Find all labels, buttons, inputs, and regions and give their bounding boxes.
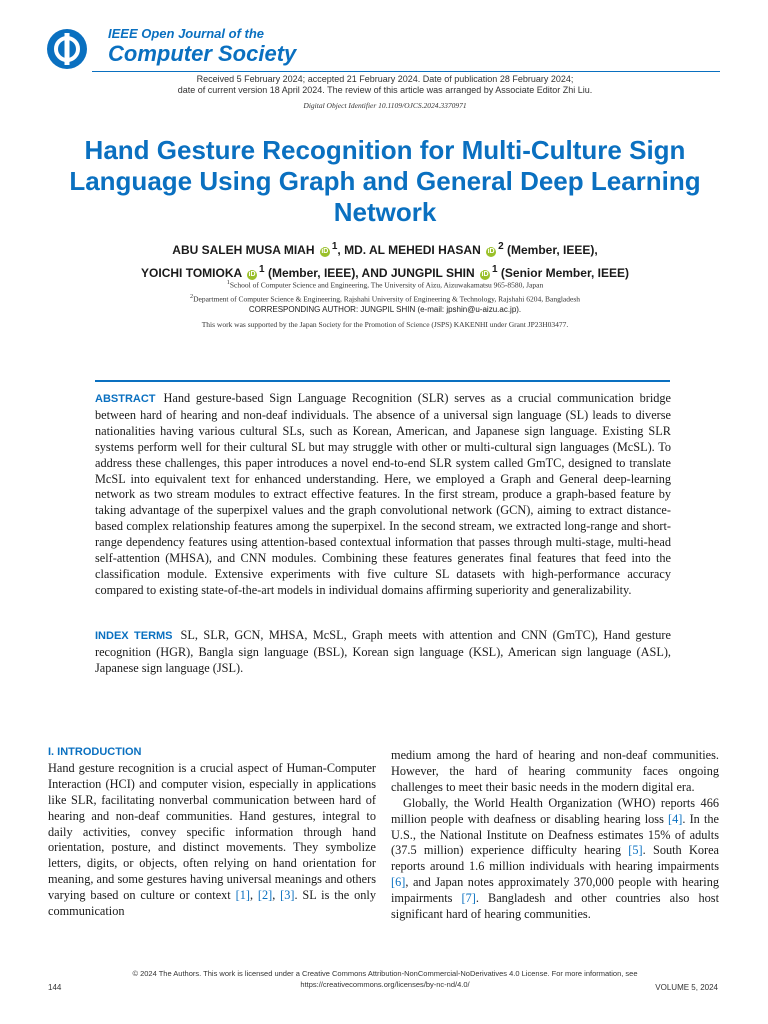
received-line: Received 5 February 2024; accepted 21 February 2024. Date of publication 28 February 2024; — [196, 74, 574, 84]
abstract — [95, 391, 671, 599]
affiliation-marker: 1 — [259, 264, 265, 275]
index-terms — [95, 628, 671, 677]
paragraph-text: . South Korea reports around 1.6 million individuals with hearing impairments — [391, 843, 719, 874]
author-role: (Member, IEEE), AND JUNGPIL SHIN — [267, 266, 475, 280]
paragraph-text: , and Japan notes approximately 370,000 people with hearing impairments — [391, 875, 719, 906]
volume-info: VOLUME 5, 2024 — [655, 983, 718, 992]
orcid-icon[interactable]: iD — [487, 248, 495, 255]
journal-name-line2: Computer Society — [108, 41, 297, 66]
paragraph — [391, 796, 719, 923]
paragraph-text: . SL is the only communication — [48, 888, 376, 919]
publication-history — [60, 74, 710, 96]
header-divider — [92, 71, 720, 72]
author-role: (Member, IEEE), — [507, 243, 598, 257]
citation-link[interactable]: [6] — [391, 875, 406, 890]
section-heading: I. INTRODUCTION — [48, 746, 142, 758]
paper-title: Hand Gesture Recognition for Multi-Culture Sign Language Using Graph and General Deep Learning Network — [69, 135, 701, 227]
affiliation-text: Department of Computer Science & Engineering, Rajshahi University of Engineering & Technology, Rajshahi 6204, Bangladesh — [193, 294, 580, 303]
journal-name-line1: IEEE Open Journal of the — [108, 26, 265, 41]
citation-link[interactable]: [4] — [668, 811, 683, 826]
intro-left-column — [48, 745, 376, 920]
journal-logo-icon — [46, 28, 88, 70]
citation-link[interactable]: [7] — [461, 891, 476, 906]
funding-note: This work was supported by the Japan Society for the Promotion of Science (JSPS) KAKENHI under Grant JP23H03477. — [201, 320, 569, 329]
citation-link[interactable]: [2] — [257, 888, 273, 903]
affiliation-marker: 1 — [331, 241, 338, 252]
abstract-divider — [95, 380, 670, 382]
author-name: , MD. AL MEHEDI HASAN — [337, 243, 481, 257]
citation-link[interactable]: [3] — [280, 888, 295, 903]
paragraph: Hand gesture recognition is a crucial aspect of Human-Computer Interaction (HCI) and computer vision, especially in applications like SLR, facilitating nonverbal communication between hard of hearing and non-deaf communities. Hand gestures, integral to daily activities, convey specific information through hand orientation, posture, and distinct movements. They symbolize letters, digits, or objects, often relying on hand orientation for meaning, and some gestures having universal meanings and others varying based on culture or context [1], [2], [3]. SL is the only communication — [48, 760, 376, 919]
affiliation-marker: 2 — [189, 292, 194, 300]
affiliation-marker: 1 — [492, 264, 498, 275]
doi: Digital Object Identifier 10.1109/OJCS.2024.3370971 — [303, 101, 467, 110]
citation-link[interactable]: [5] — [628, 843, 643, 858]
affiliation-marker: 1 — [226, 279, 230, 286]
paragraph-text: . In the U.S., the National Institute on Deafness estimates 15% of adults (37.5 million) experience difficulty hearing — [391, 811, 719, 858]
paragraph-text: . Bangladesh and other countries also host significant hard of hearing communities. — [391, 891, 719, 922]
abstract-label: ABSTRACT — [95, 393, 156, 405]
paragraph-text: Globally, the World Health Organization (WHO) reports 466 million people with deafness or disabling hearing loss — [391, 795, 719, 826]
orcid-icon[interactable]: iD — [481, 271, 489, 278]
author-name: ABU SALEH MUSA MIAH — [172, 243, 315, 257]
author-role: (Senior Member, IEEE) — [500, 266, 629, 280]
abstract-text: Hand gesture-based Sign Language Recognition (SLR) serves as a crucial communication bridge between hard of hearing and non-deaf individuals. The absence of a universal sign language (SL) leads to diverse nationalities having various cultural SLs, such as Korean, American, and Japanese sign language. Existing SLR systems perform well for their cultural SL but may struggle with other or multi-cultural sign languages (McSL). To address these challenges, this paper introduces a novel end-to-end SLR system called GmTC, designed to translate McSL into equivalent text for enhanced understanding. Here, we employed a Graph and General deep-learning network as two stream modules to extract effective features. In the first stream, produce a graph-based feature by taking advantage of the superpixel values and the graph convolutional network (GCN), aiming to extract distance-based complex relationship features among the superpixel. In the second stream, we extracted long-range and short-range dependency features using attention-based contextual information that passes through multi-stage, multi-head self-attention (MHSA), and CNN modules. Combining these features generates final features that feed into the classification module. Extensive experiments with five culture SL datasets with high-performance accuracy compared to existing state-of-the-art models in individual domains affirming superiority and generalizability. — [95, 391, 671, 597]
affiliation-text: School of Computer Science and Engineering, The University of Aizu, Aizuwakamatsu 965-8580, Japan — [229, 280, 544, 290]
affiliations — [40, 277, 730, 304]
affiliation-2 — [40, 291, 730, 305]
corresponding-author: CORRESPONDING AUTHOR: JUNGPIL SHIN (e-mail: jpshin@u-aizu.ac.jp). — [248, 305, 522, 314]
paragraph-text: Hand gesture recognition is a crucial aspect of Human-Computer Interaction (HCI) and computer vision, especially in applications like SLR, facilitating nonverbal communication between hard of hearing and non-deaf communities. Hand gestures, integral to daily activities, convey specific information through hand orientation, posture, and distinct movements. They symbolize letters, digits, or objects, often relying on hand orientation for meaning, and some gestures having universal meanings and others varying based on culture or context — [48, 760, 376, 903]
orcid-icon[interactable]: iD — [248, 271, 256, 278]
author-name: YOICHI TOMIOKA — [141, 266, 242, 280]
orcid-icon[interactable]: iD — [321, 248, 329, 255]
affiliation-1 — [40, 277, 730, 291]
page-number: 144 — [48, 983, 62, 992]
current-version-line: date of current version 18 April 2024. The review of this article was arranged by Associate Editor Zhi Liu. — [177, 85, 593, 95]
paragraph: medium among the hard of hearing and non-deaf communities. However, the hard of hearing community faces ongoing challenges to meet their basic needs in the modern digital era. — [391, 748, 719, 794]
license-notice: © 2024 The Authors. This work is licensed under a Creative Commons Attribution-NonCommercial-NoDerivatives 4.0 License. For more information, see https://creativecommons.org/licenses/by-nc-nd/4.0/ — [132, 969, 638, 989]
index-terms-text: SL, SLR, GCN, MHSA, McSL, Graph meets with attention and CNN (GmTC), Hand gesture recognition (HGR), Bangla sign language (BSL), Korean sign language (KSL), American sign language (ASL), Japanese sign language (JSL). — [95, 628, 671, 675]
affiliation-marker: 2 — [498, 241, 504, 252]
citation-link[interactable]: [1] — [235, 888, 250, 903]
index-terms-label: INDEX TERMS — [95, 630, 173, 642]
intro-right-column — [391, 748, 719, 923]
